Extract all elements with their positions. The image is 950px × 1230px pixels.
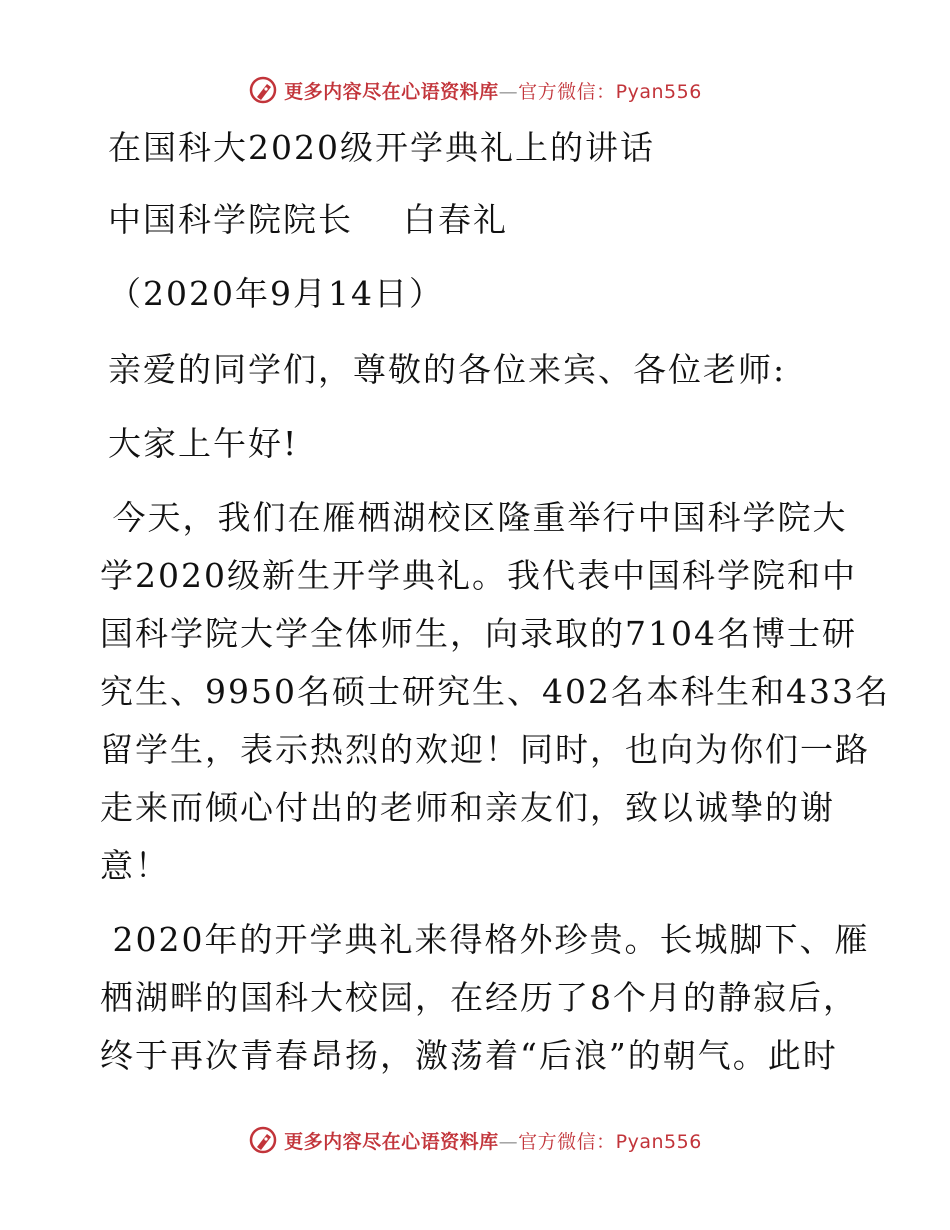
- paragraph-line: 2020年的开学典礼来得格外珍贵。长城脚下、雁: [100, 920, 870, 959]
- footer-banner-separator: —: [498, 1130, 519, 1153]
- footer-banner-wechat: 官方微信：Pyan556: [518, 1130, 702, 1153]
- document-title: 在国科大2020级开学典礼上的讲话: [108, 128, 655, 167]
- header-banner: [0, 70, 950, 110]
- header-banner-wechat: 官方微信：Pyan556: [518, 80, 702, 103]
- paragraph-line: 栖湖畔的国科大校园，在经历了8个月的静寂后，: [100, 978, 858, 1017]
- greeting: 大家上午好!: [108, 424, 299, 463]
- paragraph-line: 学2020级新生开学典礼。我代表中国科学院和中: [100, 556, 857, 595]
- paragraph-line: 终于再次青春昂扬，激荡着“后浪”的朝气。此时: [100, 1036, 838, 1075]
- footer-banner-text: [284, 1127, 702, 1154]
- header-banner-main: 更多内容尽在心语资料库: [284, 80, 499, 103]
- header-banner-text: [284, 77, 702, 104]
- footer-banner: [0, 1120, 950, 1160]
- paragraph-line: 究生、9950名硕士研究生、402名本科生和433名: [100, 672, 890, 711]
- paragraph-line: 留学生，表示热烈的欢迎！同时，也向为你们一路: [100, 730, 870, 769]
- salutation: 亲爱的同学们，尊敬的各位来宾、各位老师:: [108, 350, 787, 389]
- pen-nib-logo-icon: [248, 1125, 278, 1155]
- paragraph-line: 国科学院大学全体师生，向录取的7104名博士研: [100, 614, 857, 653]
- paragraph-line: 走来而倾心付出的老师和亲友们，致以诚挚的谢: [100, 788, 835, 827]
- paragraph-line: 意！: [100, 846, 170, 885]
- footer-banner-main: 更多内容尽在心语资料库: [284, 1130, 499, 1153]
- header-banner-separator: —: [498, 80, 519, 103]
- pen-nib-logo-icon: [248, 75, 278, 105]
- paragraph-line: 今天，我们在雁栖湖校区隆重举行中国科学院大: [100, 498, 848, 537]
- author-line: 中国科学院院长 白春礼: [108, 200, 508, 239]
- date-line: （2020年9月14日）: [108, 274, 444, 313]
